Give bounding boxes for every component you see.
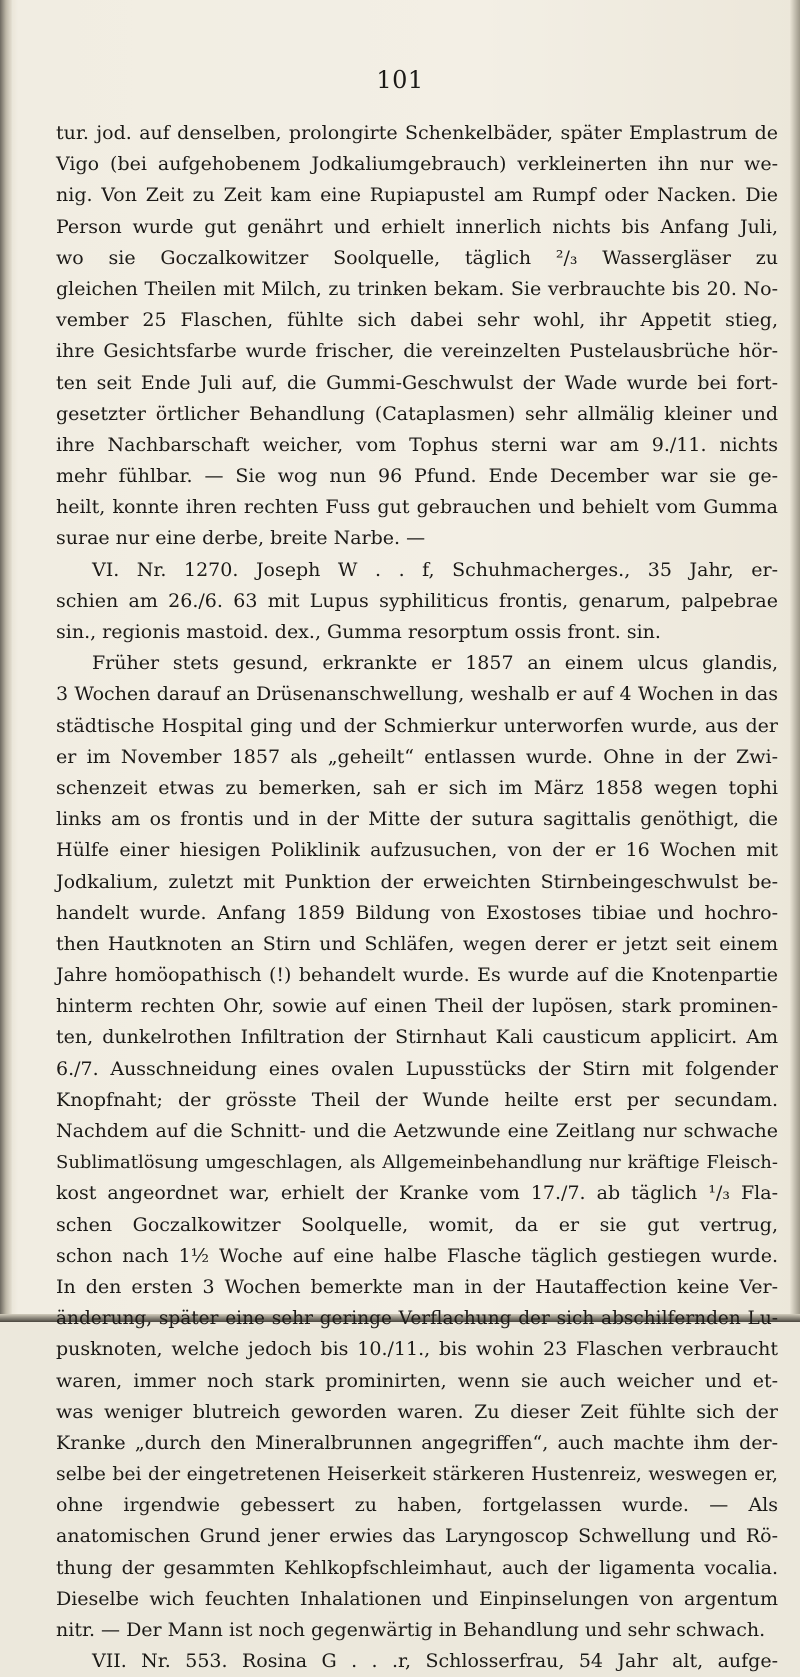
text-line: Dieselbe wich feuchten Inhalationen und Einpinselungen von argentum — [56, 1587, 778, 1610]
text-line: anatomischen Grund jener erwies das Laryngoscop Schwellung und Rö- — [56, 1525, 778, 1548]
text-line: selbe bei der eingetretenen Heiserkeit stärkeren Hustenreiz, weswegen er, — [56, 1464, 778, 1486]
page-left-edge-shadow — [0, 0, 12, 1322]
text-line: In den ersten 3 Wochen bemerkte man in der Hautaffection keine Ver- — [56, 1275, 778, 1298]
text-line: surae nur eine derbe, breite Narbe. — — [56, 527, 426, 550]
text-line: wo sie Goczalkowitzer Soolquelle, täglich ²/₃ Wassergläser zu — [56, 246, 778, 269]
text-line: thung der gesammten Kehlkopfschleimhaut, auch der ligamenta vocalia. — [56, 1556, 778, 1579]
text-line: Knopfnaht; der grösste Theil der Wunde heilte erst per secundam. — [56, 1088, 778, 1111]
text-line: kost angeordnet war, erhielt der Kranke vom 17./7. ab täglich ¹/₃ Fla- — [56, 1182, 778, 1205]
text-line: schenzeit etwas zu bemerken, sah er sich im März 1858 wegen tophi — [56, 776, 778, 799]
text-line: handelt wurde. Anfang 1859 Bildung von Exostoses tibiae und hochro- — [56, 901, 778, 924]
text-line: Person wurde gut genährt und erhielt innerlich nichts bis Anfang Juli, — [56, 215, 778, 238]
body-text — [56, 118, 778, 1677]
text-line: Hülfe einer hiesigen Poliklinik aufzusuchen, von der er 16 Wochen mit — [56, 839, 778, 862]
text-line: links am os frontis und in der Mitte der sutura sagittalis genöthigt, die — [56, 808, 778, 831]
text-line: tur. jod. auf denselben, prolongirte Schenkelbäder, später Emplastrum de — [56, 122, 778, 144]
text-line: ohne irgendwie gebessert zu haben, fortgelassen wurde. — Als — [56, 1494, 778, 1517]
text-line: städtische Hospital ging und der Schmierkur unterworfen wurde, aus der — [56, 714, 778, 737]
text-line: schon nach 1½ Woche auf eine halbe Flasche täglich gestiegen wurde. — [56, 1244, 778, 1267]
text-line: Kranke „durch den Mineralbrunnen angegriffen“, auch machte ihm der- — [56, 1431, 778, 1454]
text-line: mehr fühlbar. — Sie wog nun 96 Pfund. Ende December war sie ge- — [56, 465, 778, 488]
text-line: Jahre homöopathisch (!) behandelt wurde. Es wurde auf die Knotenpartie — [56, 964, 778, 987]
text-line: then Hautknoten an Stirn und Schläfen, wegen derer er jetzt seit einem — [56, 932, 778, 955]
text-line: Vigo (bei aufgehobenem Jodkaliumgebrauch) verkleinerten ihn nur we- — [56, 153, 778, 176]
text-line: VII. Nr. 553. Rosina G . . .r, Schlosserfrau, 54 Jahr alt, aufge- — [92, 1650, 778, 1673]
text-line: schien am 26./6. 63 mit Lupus syphiliticus frontis, genarum, palpebrae — [56, 589, 778, 612]
text-line: nig. Von Zeit zu Zeit kam eine Rupiapustel am Rumpf oder Nacken. Die — [56, 184, 778, 207]
page-right-edge-shadow — [790, 0, 800, 1322]
page-number: 101 — [376, 66, 424, 94]
text-line: Nachdem auf die Schnitt- und die Aetzwunde eine Zeitlang nur schwache — [56, 1120, 778, 1142]
text-line: gesetzter örtlicher Behandlung (Cataplasmen) sehr allmälig kleiner und — [56, 402, 778, 425]
text-line: VI. Nr. 1270. Joseph W . . f, Schuhmacherges., 35 Jahr, er- — [92, 558, 778, 581]
text-line: ihre Nachbarschaft weicher, vom Tophus sterni war am 9./11. nichts — [56, 433, 778, 456]
text-line: ten, dunkelrothen Infiltration der Stirnhaut Kali causticum applicirt. Am — [56, 1026, 778, 1049]
text-line: 3 Wochen darauf an Drüsenanschwellung, weshalb er auf 4 Wochen in das — [56, 683, 778, 706]
text-line: heilt, konnte ihren rechten Fuss gut gebrauchen und behielt vom Gumma — [56, 496, 778, 519]
text-line: 6./7. Ausschneidung eines ovalen Lupusstücks der Stirn mit folgender — [56, 1057, 778, 1080]
text-line: ihre Gesichtsfarbe wurde frischer, die vereinzelten Pustelausbrüche hör- — [56, 340, 778, 363]
text-line: änderung, später eine sehr geringe Verflachung der sich abschilfernden Lu- — [56, 1308, 778, 1330]
text-line: er im November 1857 als „geheilt“ entlassen wurde. Ohne in der Zwi- — [56, 745, 778, 768]
text-line: Früher stets gesund, erkrankte er 1857 an einem ulcus glandis, — [92, 652, 778, 675]
text-line: vember 25 Flaschen, fühlte sich dabei sehr wohl, ihr Appetit stieg, — [56, 309, 778, 332]
text-line: Jodkalium, zuletzt mit Punktion der erweichten Stirnbeingeschwulst be- — [56, 870, 778, 893]
text-line: hinterm rechten Ohr, sowie auf einen Theil der lupösen, stark prominen- — [56, 995, 778, 1018]
text-line: was weniger blutreich geworden waren. Zu dieser Zeit fühlte sich der — [56, 1400, 778, 1423]
text-line: Sublimatlösung umgeschlagen, als Allgemeinbehandlung nur kräftige Fleisch- — [56, 1152, 778, 1174]
text-line: waren, immer noch stark prominirten, wenn sie auch weicher und et- — [56, 1369, 778, 1392]
text-line: ten seit Ende Juli auf, die Gummi-Geschwulst der Wade wurde bei fort- — [56, 371, 778, 394]
text-line: gleichen Theilen mit Milch, zu trinken bekam. Sie verbrauchte bis 20. No- — [56, 277, 778, 300]
text-line: pusknoten, welche jedoch bis 10./11., bis wohin 23 Flaschen verbraucht — [56, 1338, 778, 1361]
text-line: schen Goczalkowitzer Soolquelle, womit, da er sie gut vertrug, — [56, 1213, 778, 1236]
text-line: nitr. — Der Mann ist noch gegenwärtig in Behandlung und sehr schwach. — [56, 1619, 766, 1641]
text-line: sin., regionis mastoid. dex., Gumma resorptum ossis front. sin. — [56, 621, 661, 643]
